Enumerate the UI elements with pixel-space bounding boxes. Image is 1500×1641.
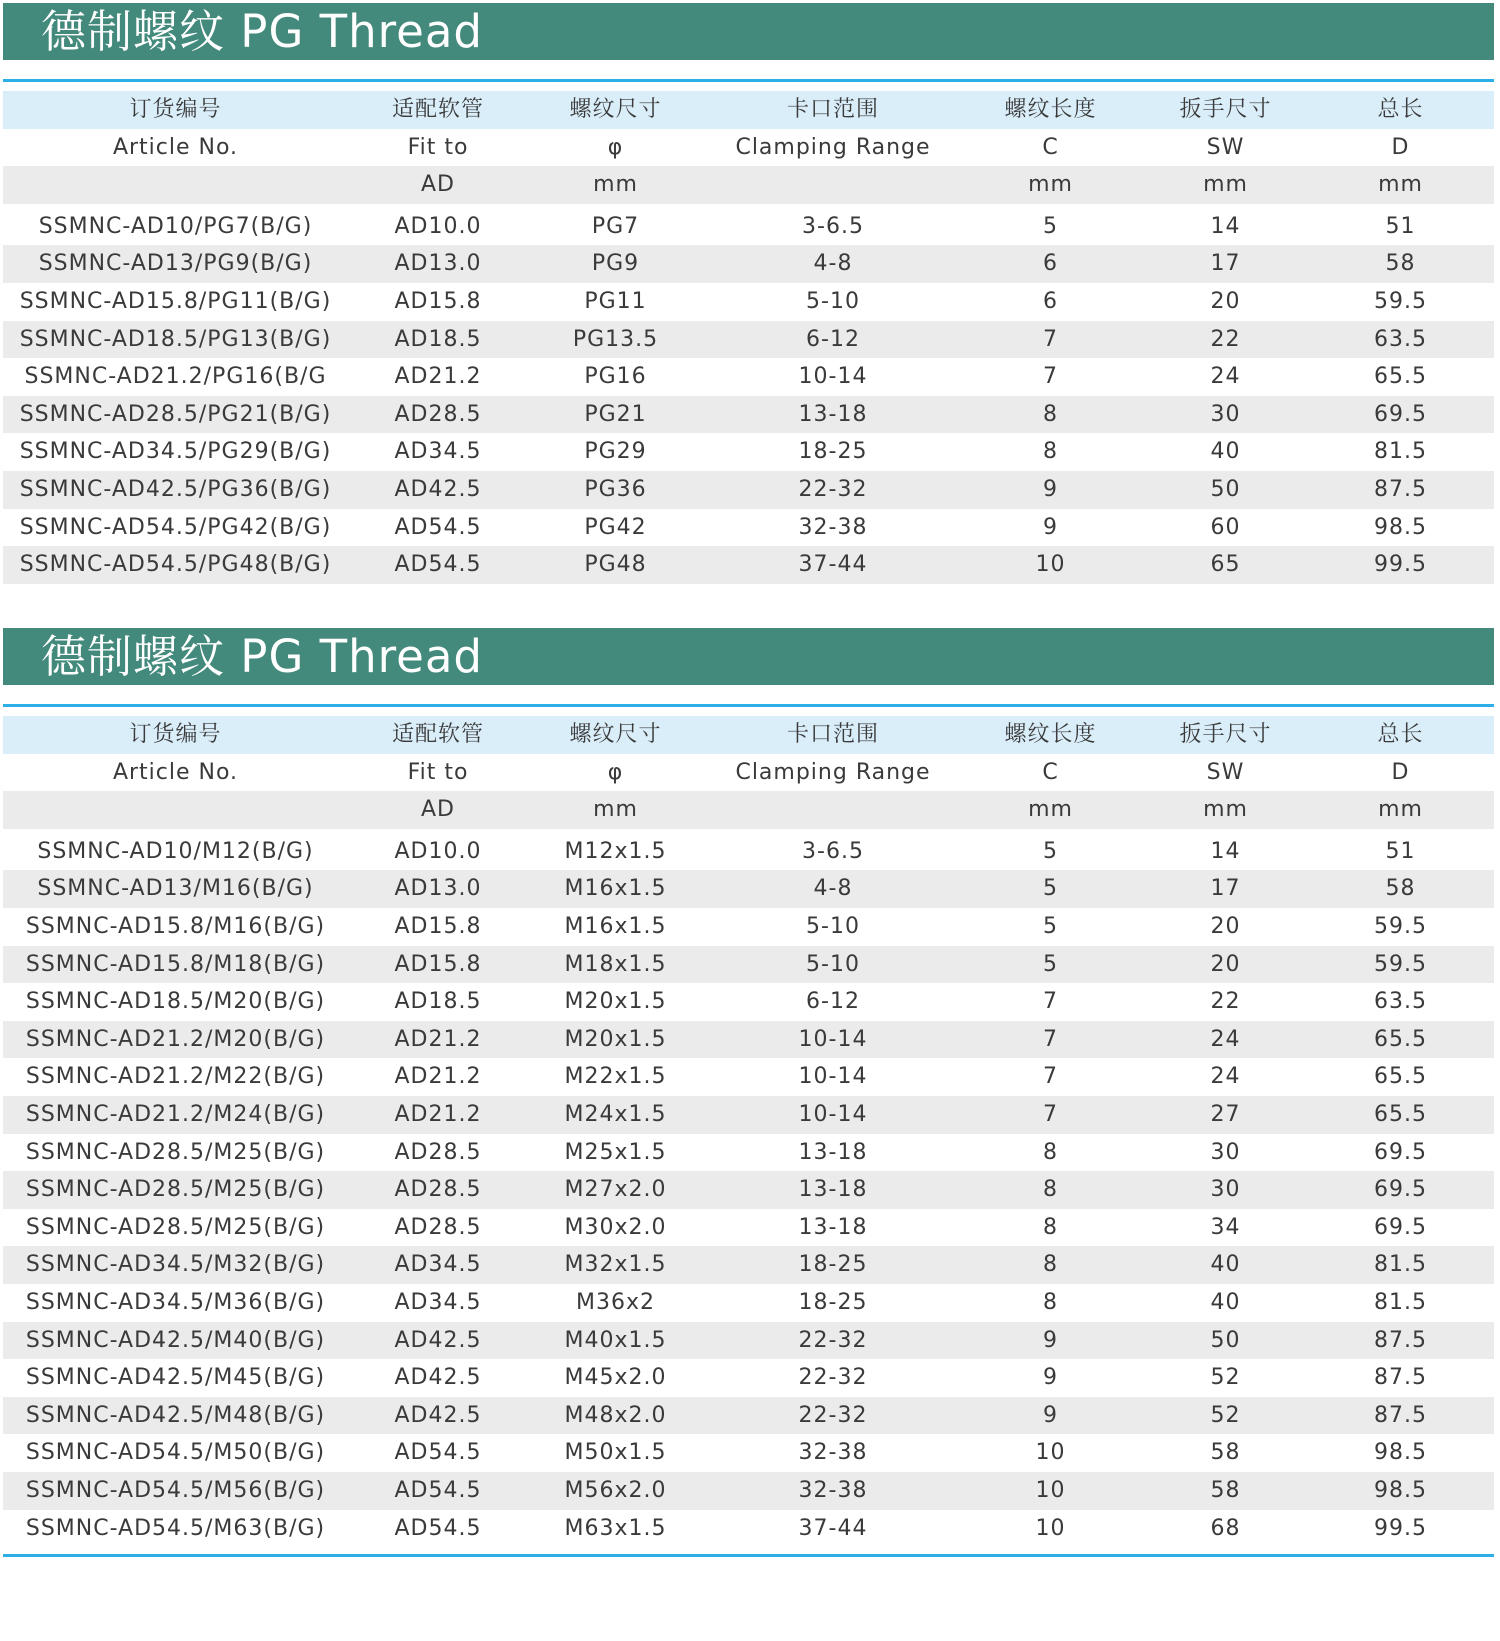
header-cell: 卡口范围 — [786, 97, 879, 122]
table-cell: SSMNC-AD18.5/PG13(B/G) — [19, 327, 332, 352]
table-cell: 37-44 — [798, 1516, 868, 1541]
header-cell: 螺纹长度 — [1004, 722, 1097, 747]
table-cell: AD15.8 — [394, 289, 482, 314]
header-cell: 螺纹尺寸 — [569, 722, 662, 747]
table-cell: M30x2.0 — [564, 1215, 667, 1240]
table-cell: 81.5 — [1374, 439, 1427, 464]
table-cell: 58 — [1210, 1478, 1241, 1503]
table-cell: M50x1.5 — [564, 1440, 667, 1465]
table-cell: 4-8 — [813, 876, 853, 901]
table-cell: 51 — [1385, 839, 1416, 864]
table-cell: 5-10 — [806, 289, 860, 314]
table-row — [3, 1246, 1494, 1284]
table-cell: 13-18 — [798, 1215, 868, 1240]
table-cell: SSMNC-AD10/M12(B/G) — [37, 839, 314, 864]
header-cell: 螺纹尺寸 — [569, 97, 662, 122]
table-cell: PG9 — [591, 251, 640, 276]
table-cell: 18-25 — [798, 1252, 868, 1277]
table-cell: AD28.5 — [394, 1215, 482, 1240]
table-cell: 27 — [1210, 1102, 1241, 1127]
table-cell: 99.5 — [1374, 1516, 1427, 1541]
table-cell: SSMNC-AD21.2/M22(B/G) — [25, 1064, 326, 1089]
table-row — [3, 1284, 1494, 1322]
table-cell: 8 — [1043, 1177, 1058, 1202]
table-cell: 24 — [1210, 1027, 1241, 1052]
header-cell: AD — [421, 172, 455, 197]
table-cell: 59.5 — [1374, 914, 1427, 939]
header-cell: mm — [1203, 797, 1248, 822]
table-cell: 10-14 — [798, 1027, 868, 1052]
table-cell: PG42 — [584, 515, 647, 540]
table-cell: M18x1.5 — [564, 952, 667, 977]
table-cell: 58 — [1385, 876, 1416, 901]
header-cell: 扳手尺寸 — [1179, 97, 1272, 122]
table-cell: AD54.5 — [394, 1478, 482, 1503]
table-row — [3, 283, 1494, 321]
table-cell: 69.5 — [1374, 1177, 1427, 1202]
table-cell: 60 — [1210, 515, 1241, 540]
table-cell: 5 — [1043, 952, 1058, 977]
header-cell: C — [1042, 760, 1059, 785]
table-cell: M12x1.5 — [564, 839, 667, 864]
header-cell: AD — [421, 797, 455, 822]
table-cell: SSMNC-AD42.5/PG36(B/G) — [19, 477, 332, 502]
table-cell: 6 — [1043, 251, 1058, 276]
table-cell: PG21 — [584, 402, 647, 427]
table-cell: AD42.5 — [394, 477, 482, 502]
table-cell: 65.5 — [1374, 364, 1427, 389]
table-cell: AD18.5 — [394, 989, 482, 1014]
table-cell: 20 — [1210, 289, 1241, 314]
table-cell: 98.5 — [1374, 515, 1427, 540]
table-cell: 30 — [1210, 402, 1241, 427]
header-cell — [3, 791, 348, 829]
table-cell: 9 — [1043, 1365, 1058, 1390]
table-cell: 40 — [1210, 439, 1241, 464]
header-cell: mm — [593, 172, 638, 197]
table-cell: AD28.5 — [394, 1177, 482, 1202]
table-cell: PG16 — [584, 364, 647, 389]
table-cell: 65.5 — [1374, 1027, 1427, 1052]
table-cell: 22-32 — [798, 1328, 868, 1353]
header-cell: Clamping Range — [735, 760, 931, 785]
header-cell: SW — [1206, 760, 1245, 785]
table-cell: 13-18 — [798, 1140, 868, 1165]
table-cell: PG7 — [591, 214, 640, 239]
table-cell: 5-10 — [806, 914, 860, 939]
table-cell: 58 — [1385, 251, 1416, 276]
table-cell: AD21.2 — [394, 1102, 482, 1127]
table-row — [3, 1434, 1494, 1472]
table-cell: 5 — [1043, 876, 1058, 901]
table-cell: M32x1.5 — [564, 1252, 667, 1277]
header-cell — [703, 791, 963, 829]
header-cell: Fit to — [407, 135, 469, 160]
table-cell: 9 — [1043, 515, 1058, 540]
header-cell: Fit to — [407, 760, 469, 785]
header-cell: mm — [1203, 172, 1248, 197]
table-cell: 69.5 — [1374, 1140, 1427, 1165]
section-banner — [3, 628, 1494, 685]
table-cell: 10 — [1035, 1516, 1066, 1541]
table-cell: 30 — [1210, 1177, 1241, 1202]
table-row — [3, 946, 1494, 984]
header-cell: mm — [1028, 797, 1073, 822]
table-cell: SSMNC-AD34.5/M36(B/G) — [25, 1290, 326, 1315]
table-cell: 51 — [1385, 214, 1416, 239]
table-cell: 6-12 — [806, 989, 860, 1014]
table-row — [3, 358, 1494, 396]
table-cell: 7 — [1043, 1027, 1058, 1052]
table-cell: SSMNC-AD54.5/PG42(B/G) — [19, 515, 332, 540]
table-cell: M16x1.5 — [564, 914, 667, 939]
table-cell: 32-38 — [798, 1478, 868, 1503]
table-cell: 13-18 — [798, 402, 868, 427]
header-row — [3, 166, 1494, 204]
table-cell: 98.5 — [1374, 1478, 1427, 1503]
header-cell: 适配软管 — [391, 722, 484, 747]
table-cell: 65.5 — [1374, 1064, 1427, 1089]
header-cell: 总长 — [1377, 722, 1424, 747]
table-cell: SSMNC-AD42.5/M40(B/G) — [25, 1328, 326, 1353]
table-cell: 37-44 — [798, 552, 868, 577]
table-cell: 50 — [1210, 1328, 1241, 1353]
table-cell: 81.5 — [1374, 1290, 1427, 1315]
table-cell: SSMNC-AD54.5/M56(B/G) — [25, 1478, 326, 1503]
table-cell: 17 — [1210, 876, 1241, 901]
table-row — [3, 1510, 1494, 1548]
table-cell: 58 — [1210, 1440, 1241, 1465]
table-row — [3, 1397, 1494, 1435]
header-row — [3, 91, 1494, 129]
table-cell: 69.5 — [1374, 1215, 1427, 1240]
table-row — [3, 1021, 1494, 1059]
table-cell: PG29 — [584, 439, 647, 464]
table-cell: PG11 — [584, 289, 647, 314]
table-row — [3, 983, 1494, 1021]
table-cell: 4-8 — [813, 251, 853, 276]
table-cell: 3-6.5 — [802, 214, 864, 239]
table-row — [3, 1171, 1494, 1209]
table-cell: SSMNC-AD54.5/M50(B/G) — [25, 1440, 326, 1465]
table-cell: 8 — [1043, 439, 1058, 464]
table-row — [3, 1134, 1494, 1172]
table-cell: 69.5 — [1374, 402, 1427, 427]
table-cell: 22-32 — [798, 1365, 868, 1390]
table-cell: M40x1.5 — [564, 1328, 667, 1353]
table-cell: AD42.5 — [394, 1328, 482, 1353]
table-cell: 14 — [1210, 214, 1241, 239]
table-row — [3, 1472, 1494, 1510]
table-cell: 98.5 — [1374, 1440, 1427, 1465]
table-cell: 87.5 — [1374, 1365, 1427, 1390]
table-cell: 81.5 — [1374, 1252, 1427, 1277]
table-cell: 13-18 — [798, 1177, 868, 1202]
header-cell: SW — [1206, 135, 1245, 160]
table-cell: 32-38 — [798, 1440, 868, 1465]
header-cell — [3, 166, 348, 204]
table-row — [3, 321, 1494, 359]
table-cell: 68 — [1210, 1516, 1241, 1541]
table-cell: 59.5 — [1374, 289, 1427, 314]
header-cell: 扳手尺寸 — [1179, 722, 1272, 747]
table-cell: SSMNC-AD10/PG7(B/G) — [38, 214, 313, 239]
table-cell: 5-10 — [806, 952, 860, 977]
header-cell: 适配软管 — [391, 97, 484, 122]
header-row — [3, 716, 1494, 754]
table-cell: 10-14 — [798, 1102, 868, 1127]
table-cell: SSMNC-AD42.5/M45(B/G) — [25, 1365, 326, 1390]
table-cell: AD13.0 — [394, 251, 482, 276]
table-cell: 6-12 — [806, 327, 860, 352]
table-cell: AD42.5 — [394, 1403, 482, 1428]
table-cell: 24 — [1210, 364, 1241, 389]
table-cell: AD34.5 — [394, 1290, 482, 1315]
table-cell: 7 — [1043, 327, 1058, 352]
table-row — [3, 471, 1494, 509]
header-row — [3, 791, 1494, 829]
table-cell: 99.5 — [1374, 552, 1427, 577]
table-cell: 5 — [1043, 214, 1058, 239]
header-cell: Article No. — [112, 135, 239, 160]
table-cell: M27x2.0 — [564, 1177, 667, 1202]
table-cell: 9 — [1043, 477, 1058, 502]
table-row — [3, 1322, 1494, 1360]
table-cell: AD10.0 — [394, 214, 482, 239]
table-cell: 65 — [1210, 552, 1241, 577]
table-cell: 7 — [1043, 1102, 1058, 1127]
table-row — [3, 245, 1494, 283]
table-cell: M20x1.5 — [564, 989, 667, 1014]
table-cell: AD21.2 — [394, 364, 482, 389]
header-cell: 订货编号 — [129, 97, 222, 122]
table-cell: 20 — [1210, 914, 1241, 939]
table-cell: AD18.5 — [394, 327, 482, 352]
table-cell: M24x1.5 — [564, 1102, 667, 1127]
table-cell: M63x1.5 — [564, 1516, 667, 1541]
table-cell: AD15.8 — [394, 952, 482, 977]
table-row — [3, 546, 1494, 584]
table-cell: SSMNC-AD21.2/M20(B/G) — [25, 1027, 326, 1052]
table-cell: 87.5 — [1374, 477, 1427, 502]
table-cell: 22 — [1210, 327, 1241, 352]
table-cell: 8 — [1043, 1252, 1058, 1277]
header-cell: mm — [1378, 797, 1423, 822]
table-cell: AD21.2 — [394, 1064, 482, 1089]
header-cell: φ — [607, 135, 624, 160]
table-cell: 3-6.5 — [802, 839, 864, 864]
table-cell: 9 — [1043, 1403, 1058, 1428]
table-cell: AD28.5 — [394, 402, 482, 427]
header-row — [3, 129, 1494, 167]
table-cell: 40 — [1210, 1252, 1241, 1277]
table-cell: AD54.5 — [394, 1440, 482, 1465]
table-top-rule — [3, 79, 1494, 82]
table-cell: PG36 — [584, 477, 647, 502]
table-cell: SSMNC-AD15.8/M18(B/G) — [25, 952, 326, 977]
table-cell: 87.5 — [1374, 1328, 1427, 1353]
table-cell: SSMNC-AD15.8/M16(B/G) — [25, 914, 326, 939]
table-cell: M16x1.5 — [564, 876, 667, 901]
table-cell: 50 — [1210, 477, 1241, 502]
header-cell: 卡口范围 — [786, 722, 879, 747]
table-row — [3, 1209, 1494, 1247]
table-cell: 52 — [1210, 1403, 1241, 1428]
table-cell: SSMNC-AD42.5/M48(B/G) — [25, 1403, 326, 1428]
table-cell: 18-25 — [798, 1290, 868, 1315]
table-cell: AD42.5 — [394, 1365, 482, 1390]
table-cell: 59.5 — [1374, 952, 1427, 977]
table-cell: AD21.2 — [394, 1027, 482, 1052]
table-row — [3, 908, 1494, 946]
table-cell: 8 — [1043, 1290, 1058, 1315]
table-cell: 7 — [1043, 364, 1058, 389]
table-cell: AD54.5 — [394, 1516, 482, 1541]
table-cell: M22x1.5 — [564, 1064, 667, 1089]
table-cell: 87.5 — [1374, 1403, 1427, 1428]
table-cell: M25x1.5 — [564, 1140, 667, 1165]
table-cell: AD28.5 — [394, 1140, 482, 1165]
table-cell: SSMNC-AD34.5/PG29(B/G) — [19, 439, 332, 464]
header-cell: Article No. — [112, 760, 239, 785]
table-cell: 20 — [1210, 952, 1241, 977]
table-cell: 8 — [1043, 402, 1058, 427]
table-cell: AD34.5 — [394, 439, 482, 464]
table-row — [3, 870, 1494, 908]
table-row — [3, 1096, 1494, 1134]
header-cell — [703, 166, 963, 204]
table-cell: 22-32 — [798, 1403, 868, 1428]
table-cell: 22-32 — [798, 477, 868, 502]
table-row — [3, 396, 1494, 434]
section-title: 德制螺纹 PG Thread — [41, 5, 483, 58]
table-cell: SSMNC-AD21.2/M24(B/G) — [25, 1102, 326, 1127]
table-cell: M20x1.5 — [564, 1027, 667, 1052]
table-cell: 24 — [1210, 1064, 1241, 1089]
table-cell: SSMNC-AD28.5/M25(B/G) — [25, 1140, 326, 1165]
table-cell: 7 — [1043, 989, 1058, 1014]
table-cell: 22 — [1210, 989, 1241, 1014]
table-cell: SSMNC-AD54.5/M63(B/G) — [25, 1516, 326, 1541]
table-cell: 10 — [1035, 552, 1066, 577]
header-cell: D — [1391, 135, 1410, 160]
table-cell: M56x2.0 — [564, 1478, 667, 1503]
table-cell: PG48 — [584, 552, 647, 577]
table-cell: 7 — [1043, 1064, 1058, 1089]
table-cell: SSMNC-AD13/PG9(B/G) — [38, 251, 313, 276]
table-cell: AD10.0 — [394, 839, 482, 864]
table-cell: SSMNC-AD28.5/M25(B/G) — [25, 1215, 326, 1240]
table-row — [3, 509, 1494, 547]
header-cell: mm — [593, 797, 638, 822]
table-cell: 10 — [1035, 1440, 1066, 1465]
header-cell: 螺纹长度 — [1004, 97, 1097, 122]
table-cell: M36x2 — [576, 1290, 655, 1315]
section-banner — [3, 3, 1494, 60]
table-row — [3, 1359, 1494, 1397]
table-cell: 14 — [1210, 839, 1241, 864]
table-cell: SSMNC-AD18.5/M20(B/G) — [25, 989, 326, 1014]
table-cell: SSMNC-AD34.5/M32(B/G) — [25, 1252, 326, 1277]
table-bottom-rule — [3, 1554, 1494, 1557]
table-top-rule — [3, 704, 1494, 707]
table-cell: SSMNC-AD54.5/PG48(B/G) — [19, 552, 332, 577]
header-cell: 订货编号 — [129, 722, 222, 747]
table-cell: 18-25 — [798, 439, 868, 464]
header-cell: Clamping Range — [735, 135, 931, 160]
table-row — [3, 208, 1494, 246]
table-cell: 63.5 — [1374, 327, 1427, 352]
table-cell: 65.5 — [1374, 1102, 1427, 1127]
table-cell: 52 — [1210, 1365, 1241, 1390]
table-cell: SSMNC-AD13/M16(B/G) — [37, 876, 314, 901]
table-cell: AD54.5 — [394, 552, 482, 577]
header-cell: φ — [607, 760, 624, 785]
table-cell: 6 — [1043, 289, 1058, 314]
table-cell: AD13.0 — [394, 876, 482, 901]
table-cell: AD15.8 — [394, 914, 482, 939]
header-cell: C — [1042, 135, 1059, 160]
table-cell: 10-14 — [798, 364, 868, 389]
table-cell: SSMNC-AD28.5/M25(B/G) — [25, 1177, 326, 1202]
table-cell: 30 — [1210, 1140, 1241, 1165]
table-cell: AD34.5 — [394, 1252, 482, 1277]
table-cell: 8 — [1043, 1215, 1058, 1240]
table-cell: M48x2.0 — [564, 1403, 667, 1428]
table-cell: 8 — [1043, 1140, 1058, 1165]
header-cell: 总长 — [1377, 97, 1424, 122]
section-title: 德制螺纹 PG Thread — [41, 630, 483, 683]
table-cell: AD54.5 — [394, 515, 482, 540]
table-cell: SSMNC-AD28.5/PG21(B/G) — [19, 402, 332, 427]
table-cell: PG13.5 — [572, 327, 659, 352]
table-cell: 10 — [1035, 1478, 1066, 1503]
table-cell: SSMNC-AD21.2/PG16(B/G — [24, 364, 327, 389]
header-cell: mm — [1028, 172, 1073, 197]
table-cell: 17 — [1210, 251, 1241, 276]
table-cell: 32-38 — [798, 515, 868, 540]
header-cell: mm — [1378, 172, 1423, 197]
header-cell: D — [1391, 760, 1410, 785]
table-row — [3, 1058, 1494, 1096]
table-cell: 10-14 — [798, 1064, 868, 1089]
table-cell: 63.5 — [1374, 989, 1427, 1014]
table-cell: 9 — [1043, 1328, 1058, 1353]
table-cell: SSMNC-AD15.8/PG11(B/G) — [19, 289, 332, 314]
header-row — [3, 754, 1494, 792]
table-row — [3, 433, 1494, 471]
table-cell: 34 — [1210, 1215, 1241, 1240]
table-cell: 5 — [1043, 839, 1058, 864]
table-row — [3, 833, 1494, 871]
table-cell: M45x2.0 — [564, 1365, 667, 1390]
table-cell: 5 — [1043, 914, 1058, 939]
table-cell: 40 — [1210, 1290, 1241, 1315]
